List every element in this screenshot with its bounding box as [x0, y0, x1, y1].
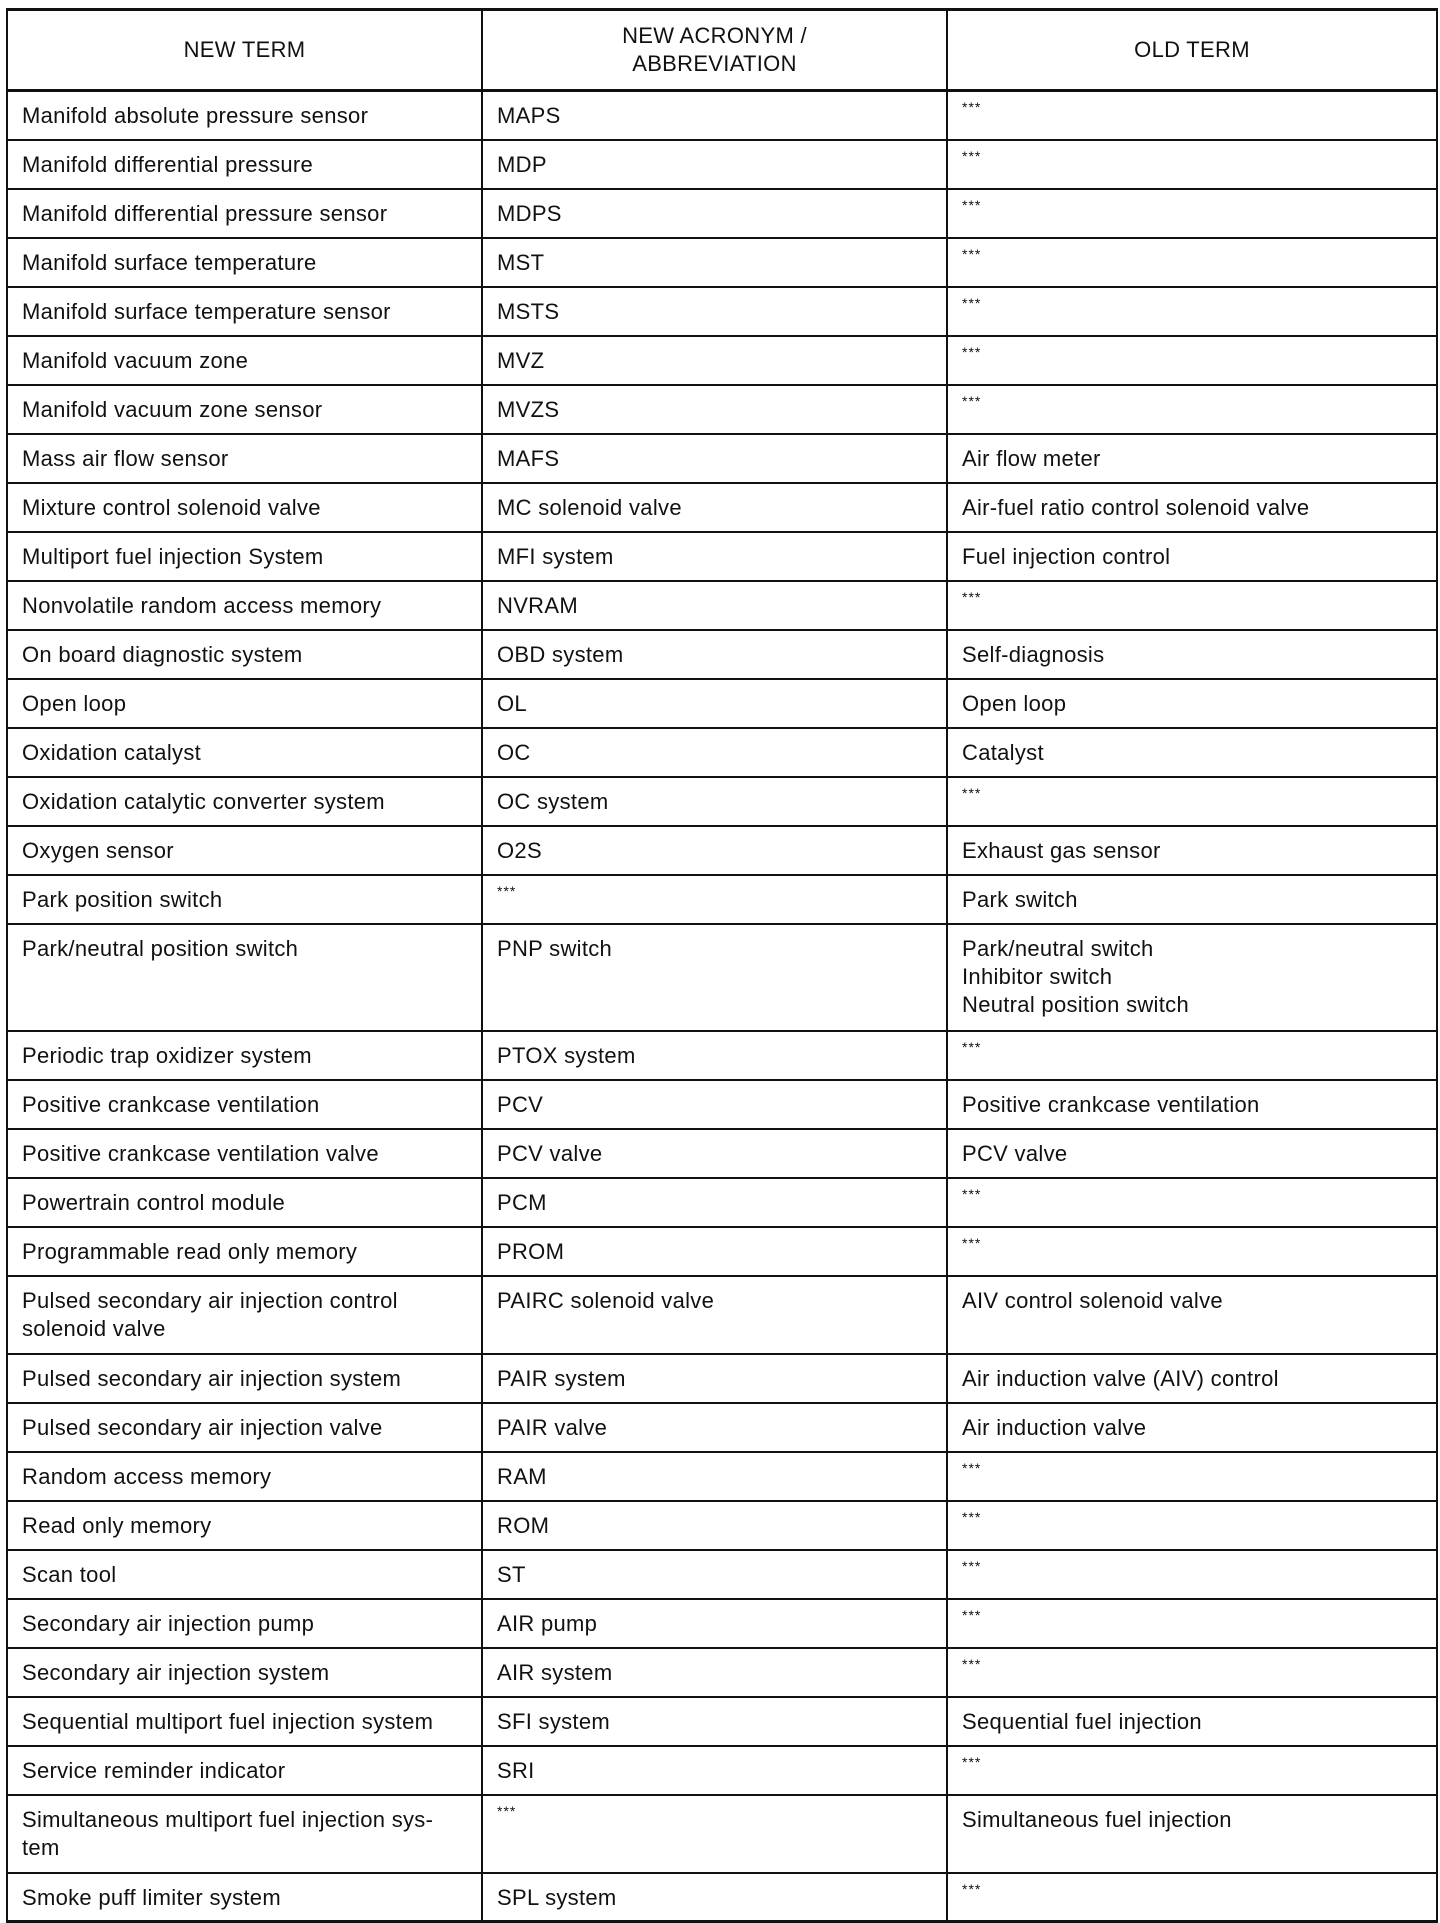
- table-row: [7, 532, 1437, 581]
- acronym-cell: MC solenoid valve: [482, 483, 947, 532]
- table-row: [7, 287, 1437, 336]
- acronym-cell: MAPS: [482, 91, 947, 140]
- new-term-cell: Scan tool: [7, 1550, 482, 1599]
- old-term-cell: ***: [947, 91, 1437, 140]
- old-term-cell: ***: [947, 1452, 1437, 1501]
- new-term-cell: Oxygen sensor: [7, 826, 482, 875]
- new-term-cell: Service reminder indicator: [7, 1746, 482, 1795]
- old-term-cell: Air flow meter: [947, 434, 1437, 483]
- acronym-cell: NVRAM: [482, 581, 947, 630]
- acronym-cell: MFI system: [482, 532, 947, 581]
- old-term-cell: Positive crankcase ventilation: [947, 1080, 1437, 1129]
- new-term-cell: Manifold differential pressure: [7, 140, 482, 189]
- old-term-cell: Air induction valve (AIV) control: [947, 1354, 1437, 1403]
- acronym-cell: PAIRC solenoid valve: [482, 1276, 947, 1354]
- acronym-cell: PAIR valve: [482, 1403, 947, 1452]
- new-term-cell: Manifold absolute pressure sensor: [7, 91, 482, 140]
- acronym-cell: PCM: [482, 1178, 947, 1227]
- acronym-cell: OBD system: [482, 630, 947, 679]
- old-term-cell: ***: [947, 1599, 1437, 1648]
- table-row: [7, 1031, 1437, 1080]
- acronym-cell: ***: [482, 1795, 947, 1873]
- table-row: [7, 140, 1437, 189]
- old-term-cell: ***: [947, 287, 1437, 336]
- old-term-cell: ***: [947, 581, 1437, 630]
- table-row: [7, 483, 1437, 532]
- header-old-term: OLD TERM: [947, 10, 1437, 91]
- table-row: [7, 1648, 1437, 1697]
- new-term-cell: Positive crankcase ventilation valve: [7, 1129, 482, 1178]
- table-row: [7, 1873, 1437, 1922]
- table-row: [7, 1403, 1437, 1452]
- acronym-cell: ***: [482, 875, 947, 924]
- acronym-cell: PTOX system: [482, 1031, 947, 1080]
- acronym-cell: AIR pump: [482, 1599, 947, 1648]
- acronym-cell: SRI: [482, 1746, 947, 1795]
- acronym-cell: PCV valve: [482, 1129, 947, 1178]
- table-row: [7, 1080, 1437, 1129]
- table-row: [7, 385, 1437, 434]
- acronym-cell: AIR system: [482, 1648, 947, 1697]
- new-term-cell: Pulsed secondary air injection system: [7, 1354, 482, 1403]
- table-row: [7, 91, 1437, 140]
- old-term-cell: ***: [947, 1648, 1437, 1697]
- table-row: [7, 777, 1437, 826]
- acronym-cell: SFI system: [482, 1697, 947, 1746]
- table-row: [7, 1129, 1437, 1178]
- table-row: [7, 924, 1437, 1031]
- new-term-cell: Manifold vacuum zone: [7, 336, 482, 385]
- acronym-cell: MVZ: [482, 336, 947, 385]
- old-term-cell: ***: [947, 777, 1437, 826]
- table-row: [7, 826, 1437, 875]
- terminology-table: [6, 8, 1438, 1923]
- acronym-cell: MVZS: [482, 385, 947, 434]
- old-term-cell: AIV control solenoid valve: [947, 1276, 1437, 1354]
- new-term-cell: Positive crankcase ventilation: [7, 1080, 482, 1129]
- table-header: [7, 10, 1437, 91]
- old-term-cell: Exhaust gas sensor: [947, 826, 1437, 875]
- old-term-cell: ***: [947, 336, 1437, 385]
- acronym-cell: PROM: [482, 1227, 947, 1276]
- acronym-cell: PCV: [482, 1080, 947, 1129]
- old-term-cell: ***: [947, 189, 1437, 238]
- old-term-cell: Catalyst: [947, 728, 1437, 777]
- new-term-cell: Oxidation catalyst: [7, 728, 482, 777]
- new-term-cell: Smoke puff limiter system: [7, 1873, 482, 1922]
- acronym-cell: MST: [482, 238, 947, 287]
- table-row: [7, 679, 1437, 728]
- old-term-cell: ***: [947, 238, 1437, 287]
- table-row: [7, 1354, 1437, 1403]
- new-term-cell: Secondary air injection pump: [7, 1599, 482, 1648]
- new-term-cell: Open loop: [7, 679, 482, 728]
- acronym-cell: ROM: [482, 1501, 947, 1550]
- table-row: [7, 728, 1437, 777]
- old-term-cell: Air-fuel ratio control solenoid valve: [947, 483, 1437, 532]
- terminology-table-page: [6, 8, 1436, 1923]
- header-row: [7, 10, 1437, 91]
- table-row: [7, 1501, 1437, 1550]
- new-term-cell: Manifold surface temperature sensor: [7, 287, 482, 336]
- acronym-cell: PNP switch: [482, 924, 947, 1031]
- acronym-cell: SPL system: [482, 1873, 947, 1922]
- old-term-cell: ***: [947, 385, 1437, 434]
- table-row: [7, 581, 1437, 630]
- old-term-cell: ***: [947, 1746, 1437, 1795]
- acronym-cell: OC: [482, 728, 947, 777]
- table-row: [7, 1697, 1437, 1746]
- old-term-cell: Self-diagnosis: [947, 630, 1437, 679]
- acronym-cell: OL: [482, 679, 947, 728]
- old-term-cell: ***: [947, 140, 1437, 189]
- new-term-cell: Pulsed secondary air injection valve: [7, 1403, 482, 1452]
- acronym-cell: PAIR system: [482, 1354, 947, 1403]
- new-term-cell: Read only memory: [7, 1501, 482, 1550]
- new-term-cell: Nonvolatile random access memory: [7, 581, 482, 630]
- table-row: [7, 434, 1437, 483]
- new-term-cell: Simultaneous multiport fuel injection sys- tem: [7, 1795, 482, 1873]
- new-term-cell: Manifold vacuum zone sensor: [7, 385, 482, 434]
- acronym-cell: O2S: [482, 826, 947, 875]
- acronym-cell: MSTS: [482, 287, 947, 336]
- new-term-cell: Park position switch: [7, 875, 482, 924]
- new-term-cell: Periodic trap oxidizer system: [7, 1031, 482, 1080]
- header-new-term: NEW TERM: [7, 10, 482, 91]
- old-term-cell: ***: [947, 1031, 1437, 1080]
- table-row: [7, 1276, 1437, 1354]
- old-term-cell: Fuel injection control: [947, 532, 1437, 581]
- table-row: [7, 238, 1437, 287]
- new-term-cell: Random access memory: [7, 1452, 482, 1501]
- new-term-cell: Pulsed secondary air injection control solenoid valve: [7, 1276, 482, 1354]
- new-term-cell: Park/neutral position switch: [7, 924, 482, 1031]
- old-term-cell: Park switch: [947, 875, 1437, 924]
- table-row: [7, 189, 1437, 238]
- old-term-cell: Air induction valve: [947, 1403, 1437, 1452]
- new-term-cell: Multiport fuel injection System: [7, 532, 482, 581]
- old-term-cell: Sequential fuel injection: [947, 1697, 1437, 1746]
- table-body: [7, 91, 1437, 1922]
- new-term-cell: Mass air flow sensor: [7, 434, 482, 483]
- acronym-cell: OC system: [482, 777, 947, 826]
- table-row: [7, 630, 1437, 679]
- table-row: [7, 1178, 1437, 1227]
- new-term-cell: Manifold surface temperature: [7, 238, 482, 287]
- acronym-cell: MAFS: [482, 434, 947, 483]
- old-term-cell: PCV valve: [947, 1129, 1437, 1178]
- acronym-cell: MDP: [482, 140, 947, 189]
- old-term-cell: ***: [947, 1550, 1437, 1599]
- old-term-cell: ***: [947, 1501, 1437, 1550]
- acronym-cell: MDPS: [482, 189, 947, 238]
- new-term-cell: Powertrain control module: [7, 1178, 482, 1227]
- table-row: [7, 1795, 1437, 1873]
- new-term-cell: Sequential multiport fuel injection system: [7, 1697, 482, 1746]
- old-term-cell: ***: [947, 1178, 1437, 1227]
- new-term-cell: Secondary air injection system: [7, 1648, 482, 1697]
- old-term-cell: ***: [947, 1227, 1437, 1276]
- new-term-cell: On board diagnostic system: [7, 630, 482, 679]
- new-term-cell: Manifold differential pressure sensor: [7, 189, 482, 238]
- table-row: [7, 1227, 1437, 1276]
- table-row: [7, 875, 1437, 924]
- table-row: [7, 336, 1437, 385]
- table-row: [7, 1452, 1437, 1501]
- acronym-cell: RAM: [482, 1452, 947, 1501]
- new-term-cell: Oxidation catalytic converter system: [7, 777, 482, 826]
- table-row: [7, 1599, 1437, 1648]
- new-term-cell: Programmable read only memory: [7, 1227, 482, 1276]
- new-term-cell: Mixture control solenoid valve: [7, 483, 482, 532]
- table-row: [7, 1746, 1437, 1795]
- old-term-cell: Simultaneous fuel injection: [947, 1795, 1437, 1873]
- acronym-cell: ST: [482, 1550, 947, 1599]
- table-row: [7, 1550, 1437, 1599]
- old-term-cell: ***: [947, 1873, 1437, 1922]
- header-new-acronym: NEW ACRONYM / ABBREVIATION: [482, 10, 947, 91]
- old-term-cell: Open loop: [947, 679, 1437, 728]
- old-term-cell: Park/neutral switch Inhibitor switch Neutral position switch: [947, 924, 1437, 1031]
